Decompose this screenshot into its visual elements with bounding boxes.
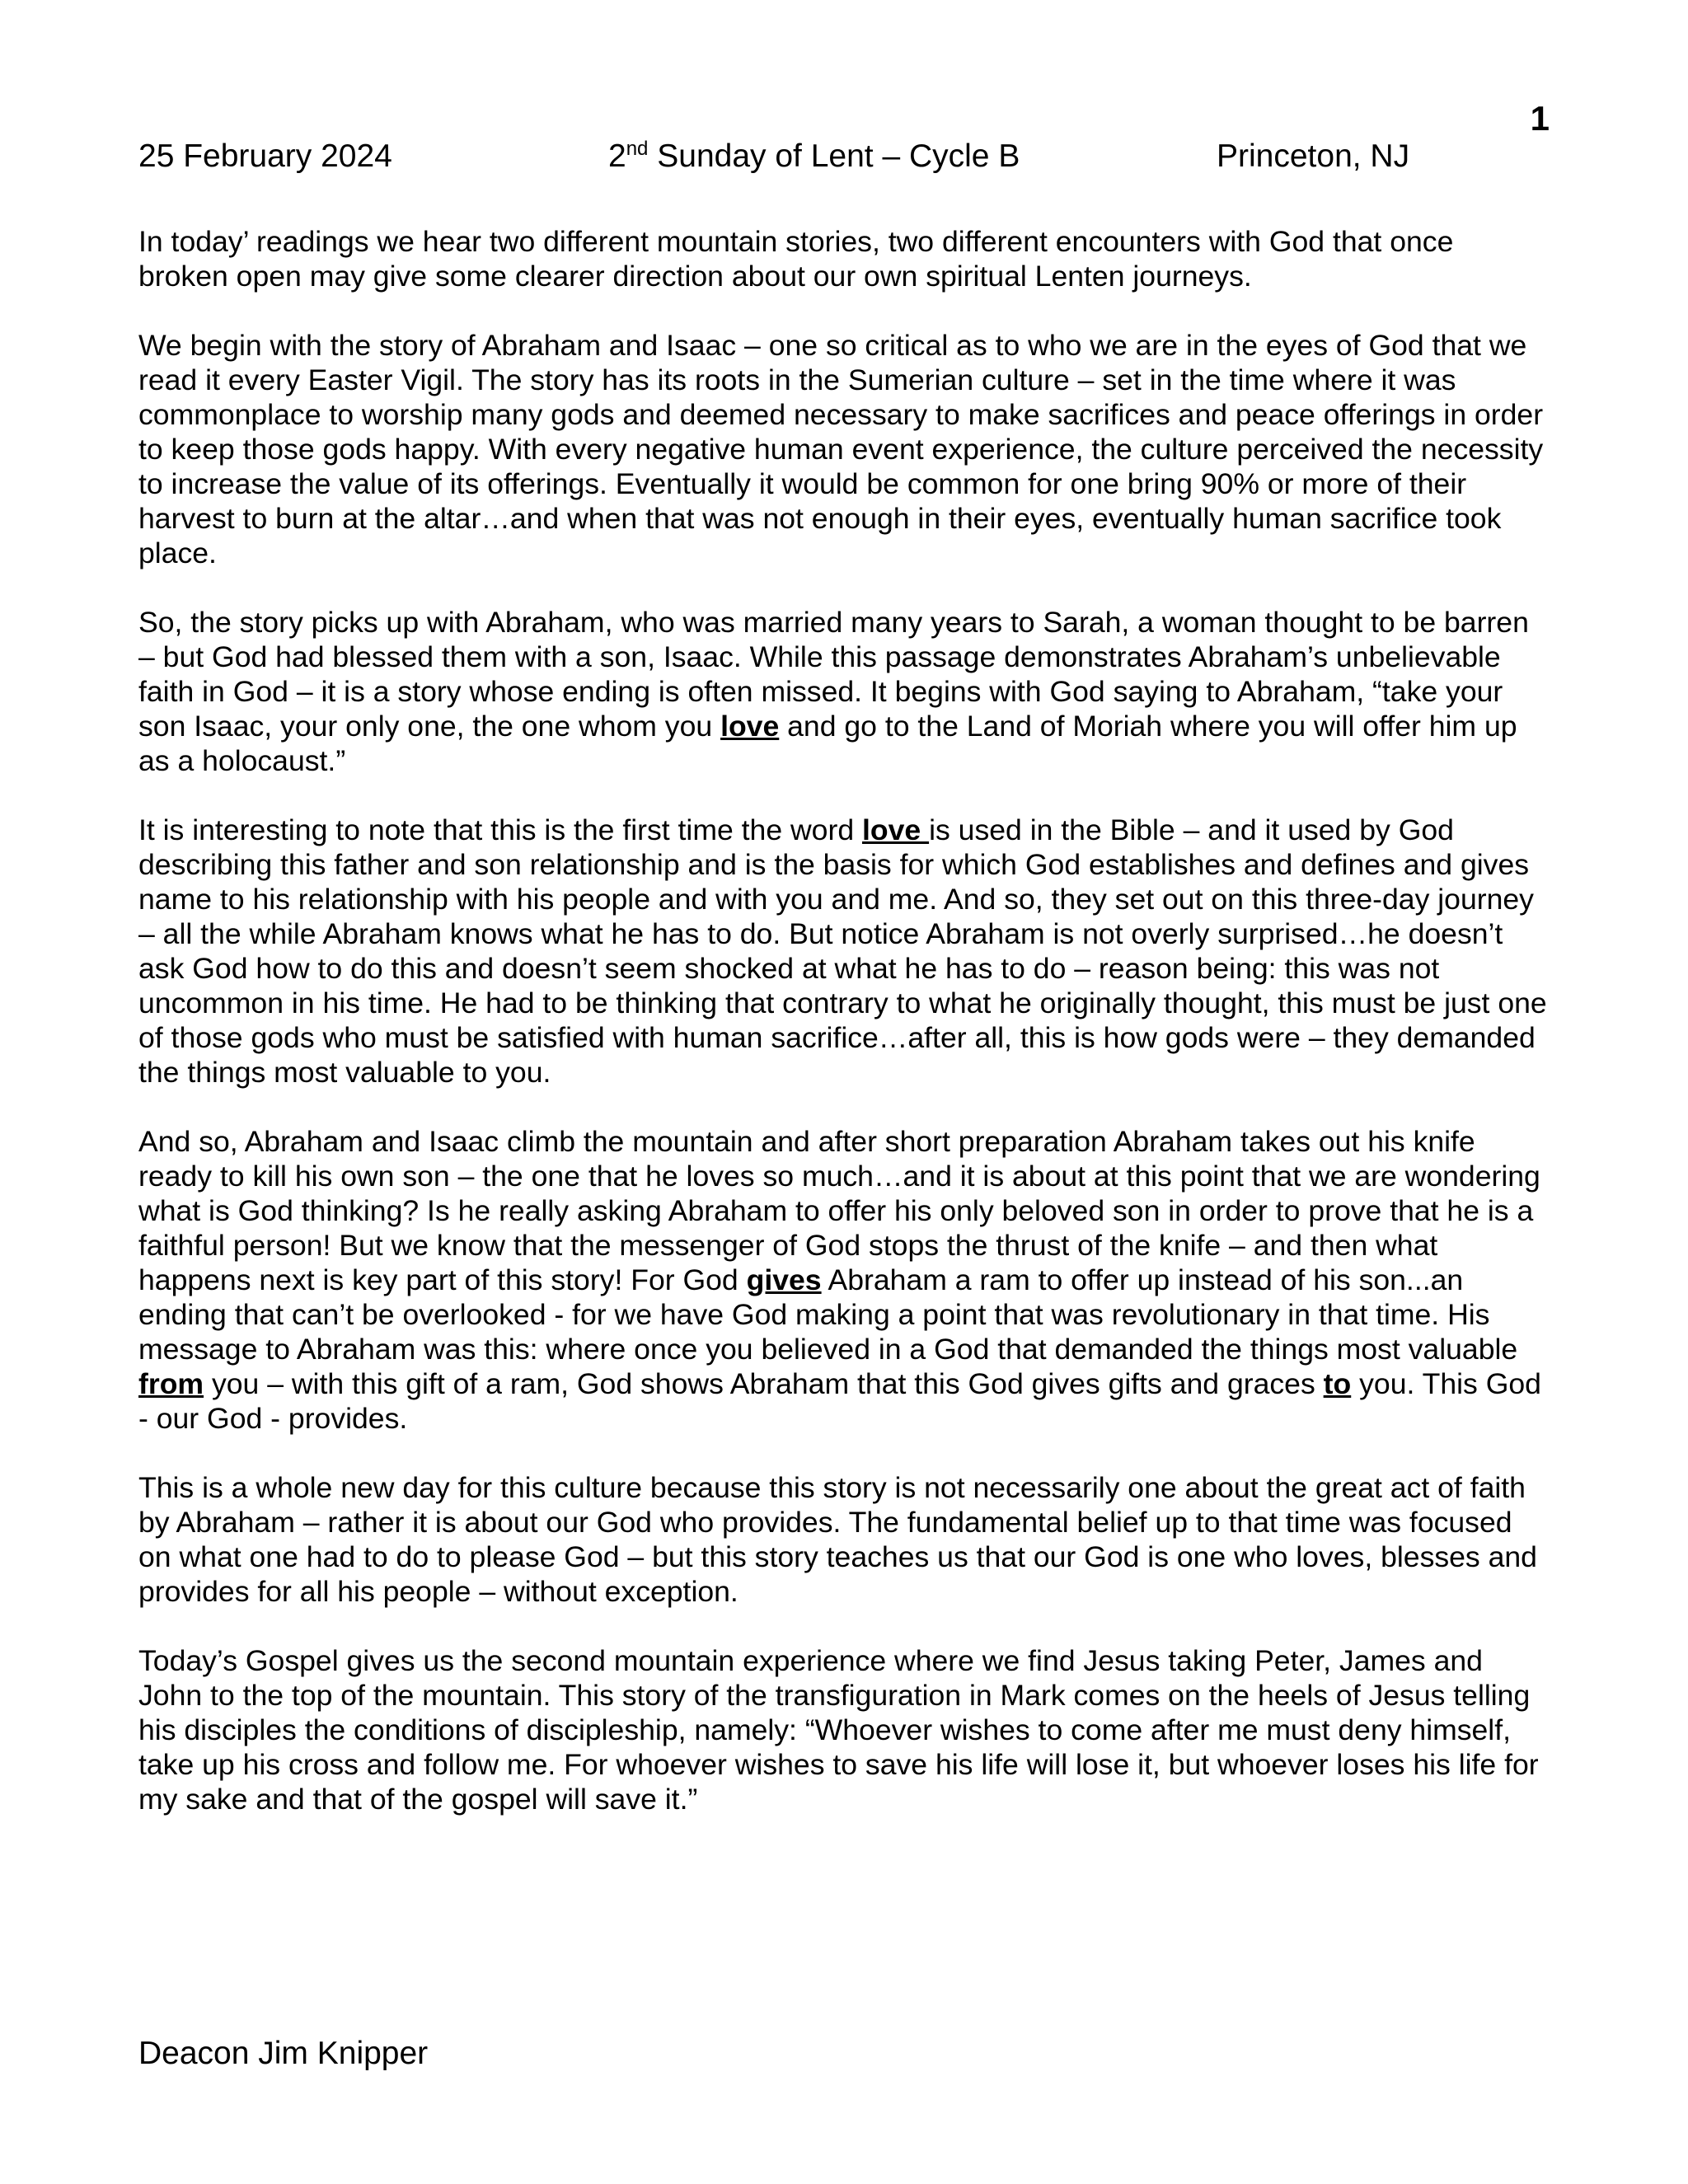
emphasized-word: love [862, 813, 930, 846]
paragraph-text: is used in the Bible – and it used by God describing this father and son relationship and is the basis for which God establishes and defines and gives name to his relationship with his people and with you and me. And so, they set out on this three-day journey – all the while Abraham knows what he has to do. But notice Abraham is not overly surprised…he doesn’t ask God how to do this and doesn’t seem shocked at what he has to do – reason being: this was not uncommon in his time. He had to be thinking that contrary to what he originally thought, this must be just one of those gods who must be satisfied with human sacrifice…after all, this is how gods were – they demanded the things most valuable to you. [138, 813, 1547, 1089]
homily-body [138, 224, 1550, 1851]
body-paragraph [138, 605, 1550, 778]
paragraph-text: Today’s Gospel gives us the second mountain experience where we find Jesus taking Peter, James and John to the top of the mountain. This story of the transfiguration in Mark comes on the heels of Jesus telling his disciples the conditions of discipleship, namely: “Whoever wishes to come after me must deny himself, take up his cross and follow me. For whoever wishes to save his life will lose it, but whoever loses his life for my sake and that of the gospel will save it.” [138, 1644, 1539, 1816]
occasion-rest: Sunday of Lent – Cycle B [648, 138, 1020, 174]
page-number: 1 [1530, 99, 1550, 138]
body-paragraph [138, 328, 1550, 570]
body-paragraph [138, 1643, 1550, 1816]
paragraph-text: and go to the Land of Moriah where you will offer him up as a holocaust.” [138, 710, 1517, 777]
paragraph-text: And so, Abraham and Isaac climb the mountain and after short preparation Abraham takes out his knife ready to kill his own son – the one that he loves so much…and it is about at this point that we are wondering what is God thinking? Is he really asking Abraham to offer his only beloved son in order to prove that he is a faithful person! But we know that the messenger of God stops the thrust of the knife – and then what happens next is key part of this story! For God [138, 1125, 1540, 1296]
paragraph-text: It is interesting to note that this is the first time the word [138, 813, 862, 846]
paragraph-text: you. This God - our God - provides. [138, 1367, 1541, 1435]
occasion-superscript: nd [626, 138, 649, 160]
body-paragraph [138, 224, 1550, 293]
paragraph-text: In today’ readings we hear two different mountain stories, two different encounters with God that once broken open may give some clearer direction about our own spiritual Lenten journeys. [138, 225, 1454, 293]
emphasized-word: to [1323, 1367, 1352, 1400]
header-occasion [608, 138, 1020, 175]
paragraph-text: We begin with the story of Abraham and Isaac – one so critical as to who we are in the eyes of God that we read it every Easter Vigil. The story has its roots in the Sumerian culture – set in the time where it was commonplace to worship many gods and deemed necessary to make sacrifices and peace offerings in order to keep those gods happy. With every negative human event experience, the culture perceived the necessity to increase the value of its offerings. Eventually it would be common for one bring 90% or more of their harvest to burn at the altar…and when that was not enough in their eyes, eventually human sacrifice took place. [138, 329, 1544, 569]
body-paragraph [138, 1470, 1550, 1609]
paragraph-text: This is a whole new day for this culture because this story is not necessarily one about the great act of faith by Abraham – rather it is about our God who provides. The fundamental belief up to that time was focused on what one had to do to please God – but this story teaches us that our God is one who loves, blesses and provides for all his people – without exception. [138, 1471, 1537, 1608]
occasion-prefix: 2 [608, 138, 626, 174]
emphasized-word: from [138, 1367, 204, 1400]
paragraph-text: Abraham a ram to offer up instead of his son...an ending that can’t be overlooked - for we have God making a point that was revolutionary in that time. His message to Abraham was this: where once you believed in a God that demanded the things most valuable [138, 1263, 1518, 1366]
signature: Deacon Jim Knipper [138, 2036, 429, 2071]
body-paragraph [138, 813, 1550, 1090]
paragraph-text: So, the story picks up with Abraham, who was married many years to Sarah, a woman thought to be barren – but God had blessed them with a son, Isaac. While this passage demonstrates Abraham’s unbelievable faith in God – it is a story whose ending is often missed. It begins with God saying to Abraham, “take your son Isaac, your only one, the one whom you [138, 606, 1529, 743]
paragraph-text: you – with this gift of a ram, God shows Abraham that this God gives gifts and graces [204, 1367, 1324, 1400]
header-place: Princeton, NJ [1217, 138, 1410, 174]
header-date: 25 February 2024 [138, 138, 392, 174]
body-paragraph [138, 1124, 1550, 1436]
emphasized-word: love [720, 710, 780, 743]
emphasized-word: gives [746, 1263, 822, 1296]
header-row [138, 138, 1424, 188]
